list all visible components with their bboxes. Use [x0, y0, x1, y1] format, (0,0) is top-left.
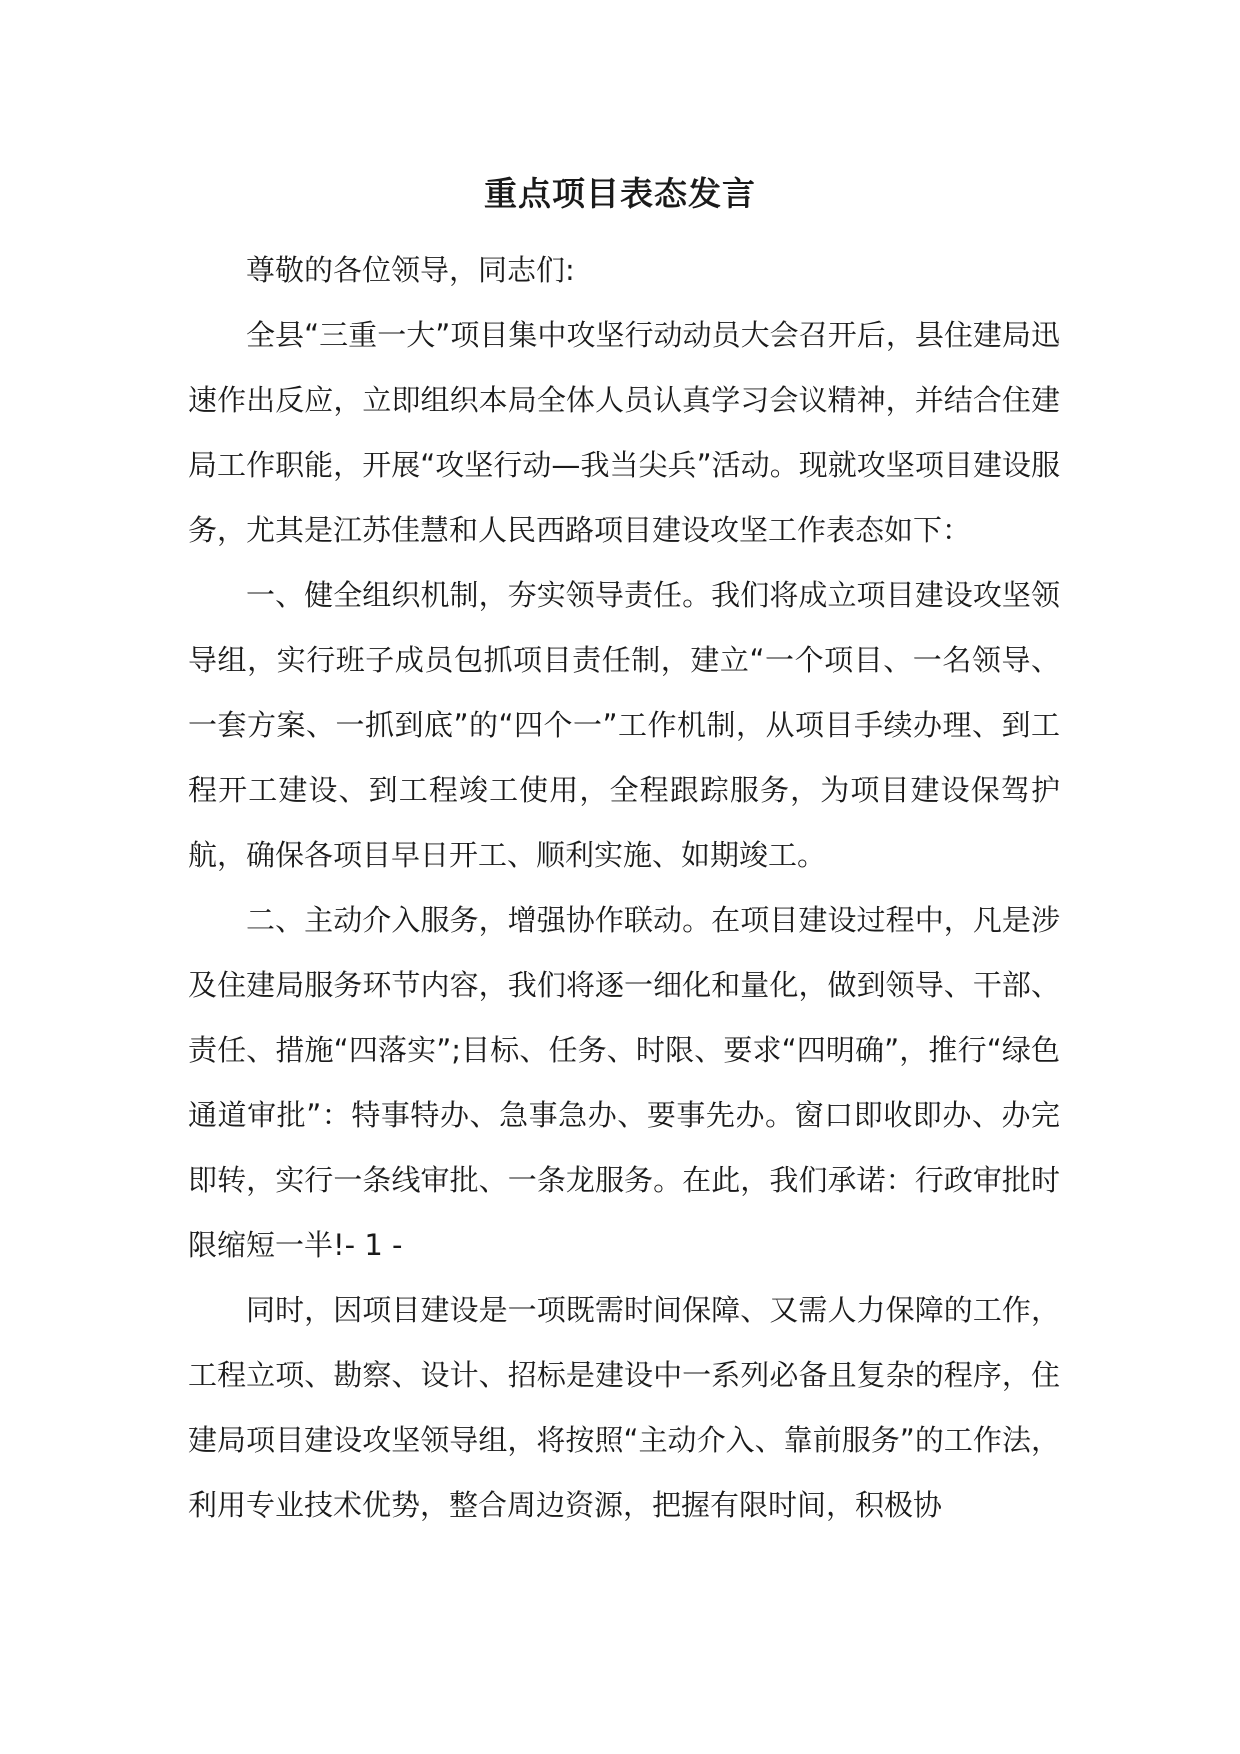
paragraph-continuation: 同时，因项目建设是一项既需时间保障、又需人力保障的工作，工程立项、勘察、设计、招标是建设中一系列必备且复杂的程序，住建局项目建设攻坚领导组，将按照“主动介入、靠前服务”的工作法，利用专业技术优势，整合周边资源，把握有限时间，积极协 [188, 1293, 1060, 1522]
document-title: 重点项目表态发言 [484, 174, 756, 213]
paragraph-section-one: 一、健全组织机制，夯实领导责任。我们将成立项目建设攻坚领导组，实行班子成员包抓项目责任制，建立“一个项目、一名领导、一套方案、一抓到底”的“四个一”工作机制，从项目手续办理、到工程开工建设、到工程竣工使用，全程跟踪服务，为项目建设保驾护航，确保各项目早日开工、顺利实施、如期竣工。 [188, 578, 1060, 872]
page-number: - 1 - [344, 1228, 403, 1262]
document-body [188, 238, 1060, 1538]
paragraph-intro: 全县“三重一大”项目集中攻坚行动动员大会召开后，县住建局迅速作出反应，立即组织本局全体人员认真学习会议精神，并结合住建局工作职能，开展“攻坚行动—我当尖兵”活动。现就攻坚项目建设服务，尤其是江苏佳慧和人民西路项目建设攻坚工作表态如下： [188, 318, 1060, 547]
paragraph-section-two-text: 二、主动介入服务，增强协作联动。在项目建设过程中，凡是涉及住建局服务环节内容，我们将逐一细化和量化，做到领导、干部、责任、措施“四落实”;目标、任务、时限、要求“四明确”，推行“绿色通道审批”：特事特办、急事急办、要事先办。窗口即收即办、办完即转，实行一条线审批、一条龙服务。在此，我们承诺：行政审批时限缩短一半! [188, 903, 1060, 1262]
paragraph-section-two [188, 888, 1060, 1278]
salutation: 尊敬的各位领导，同志们: [246, 253, 575, 287]
